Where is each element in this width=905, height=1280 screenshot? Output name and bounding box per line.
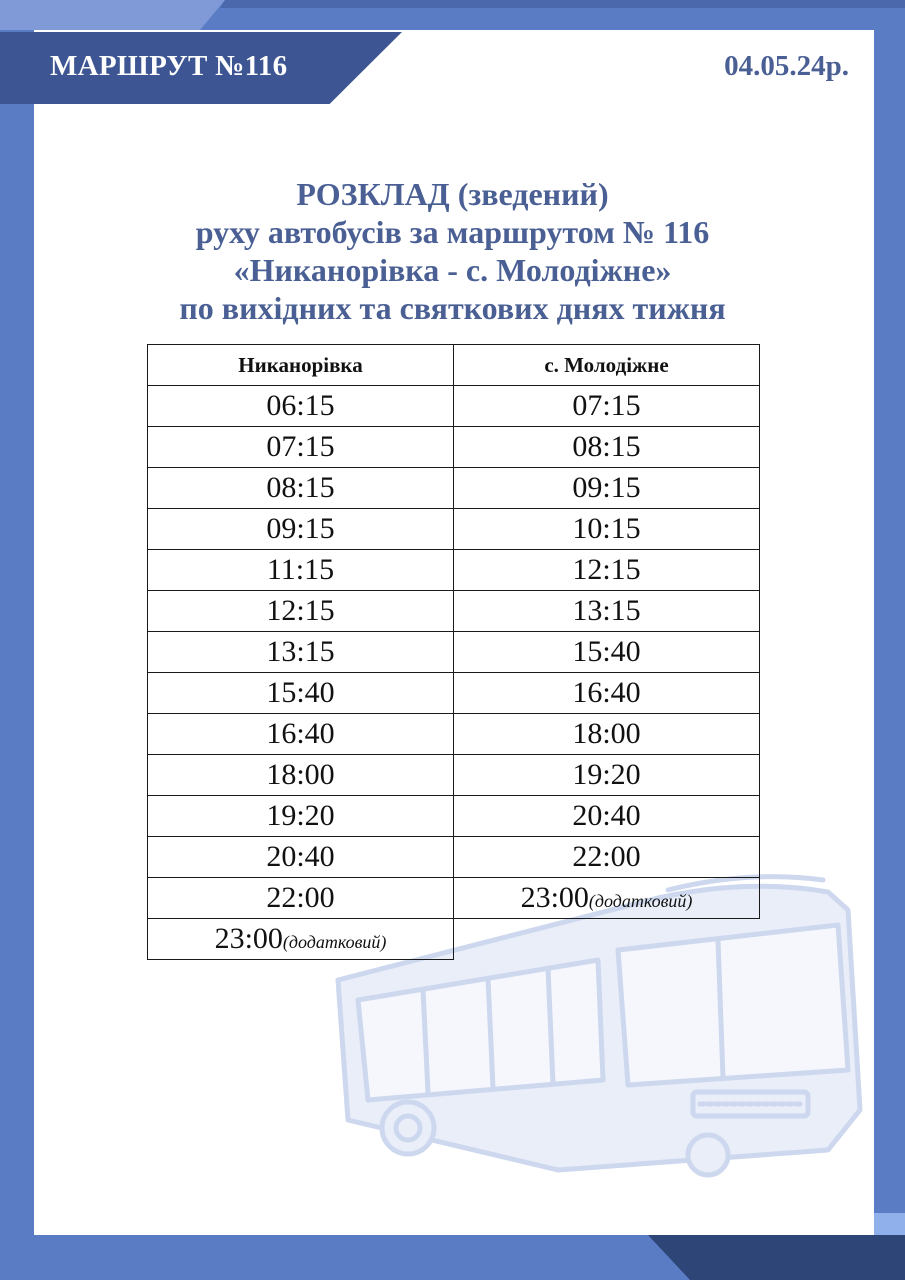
table-row bbox=[148, 919, 760, 960]
table-row bbox=[148, 878, 760, 919]
departure-nykanorivka: 18:00 bbox=[148, 755, 454, 796]
departure-nykanorivka: 09:15 bbox=[148, 509, 454, 550]
column-header-nykanorivka: Никанорівка bbox=[148, 345, 454, 386]
table-row bbox=[148, 468, 760, 509]
departure-nykanorivka: 15:40 bbox=[148, 673, 454, 714]
table-row bbox=[148, 509, 760, 550]
table-row bbox=[148, 632, 760, 673]
heading-line-4: по вихідних та святкових днях тижня bbox=[179, 290, 726, 326]
departure-molodizhne: 22:00 bbox=[454, 837, 760, 878]
departure-molodizhne: 07:15 bbox=[454, 386, 760, 427]
table-row bbox=[148, 796, 760, 837]
departure-molodizhne: 15:40 bbox=[454, 632, 760, 673]
departure-nykanorivka: 08:15 bbox=[148, 468, 454, 509]
departure-nykanorivka: 06:15 bbox=[148, 386, 454, 427]
table-row bbox=[148, 591, 760, 632]
schedule-heading bbox=[0, 175, 905, 327]
departure-time: 23:00 bbox=[520, 881, 589, 914]
departure-nykanorivka: 22:00 bbox=[148, 878, 454, 919]
departure-molodizhne: 09:15 bbox=[454, 468, 760, 509]
heading-line-1: РОЗКЛАД (зведений) bbox=[296, 176, 609, 212]
departure-molodizhne: 19:20 bbox=[454, 755, 760, 796]
departure-nykanorivka: 11:15 bbox=[148, 550, 454, 591]
table-row bbox=[148, 755, 760, 796]
departure-nykanorivka: 13:15 bbox=[148, 632, 454, 673]
empty-cell bbox=[454, 919, 760, 960]
departure-molodizhne: 18:00 bbox=[454, 714, 760, 755]
departure-molodizhne: 13:15 bbox=[454, 591, 760, 632]
departure-time: 23:00 bbox=[214, 922, 283, 955]
departure-molodizhne: 16:40 bbox=[454, 673, 760, 714]
schedule-table bbox=[147, 344, 760, 960]
departure-nykanorivka: 12:15 bbox=[148, 591, 454, 632]
departure-molodizhne: 12:15 bbox=[454, 550, 760, 591]
departure-molodizhne bbox=[454, 878, 760, 919]
table-header-row bbox=[148, 345, 760, 386]
departure-nykanorivka: 19:20 bbox=[148, 796, 454, 837]
table-row bbox=[148, 837, 760, 878]
route-label: МАРШРУТ №116 bbox=[50, 50, 288, 82]
departure-nykanorivka bbox=[148, 919, 454, 960]
additional-trip-note: (додатковий) bbox=[588, 891, 693, 911]
heading-line-2: руху автобусів за маршрутом № 116 bbox=[195, 214, 710, 250]
table-row bbox=[148, 386, 760, 427]
departure-nykanorivka: 07:15 bbox=[148, 427, 454, 468]
departure-molodizhne: 20:40 bbox=[454, 796, 760, 837]
departure-molodizhne: 10:15 bbox=[454, 509, 760, 550]
table-row bbox=[148, 427, 760, 468]
document-date: 04.05.24р. bbox=[724, 50, 849, 82]
column-header-molodizhne: с. Молодіжне bbox=[454, 345, 760, 386]
table-row bbox=[148, 550, 760, 591]
departure-molodizhne: 08:15 bbox=[454, 427, 760, 468]
table-row bbox=[148, 714, 760, 755]
heading-line-3: «Никанорівка - с. Молодіжне» bbox=[233, 252, 672, 288]
additional-trip-note: (додатковий) bbox=[282, 932, 387, 952]
departure-nykanorivka: 20:40 bbox=[148, 837, 454, 878]
table-row bbox=[148, 673, 760, 714]
departure-nykanorivka: 16:40 bbox=[148, 714, 454, 755]
